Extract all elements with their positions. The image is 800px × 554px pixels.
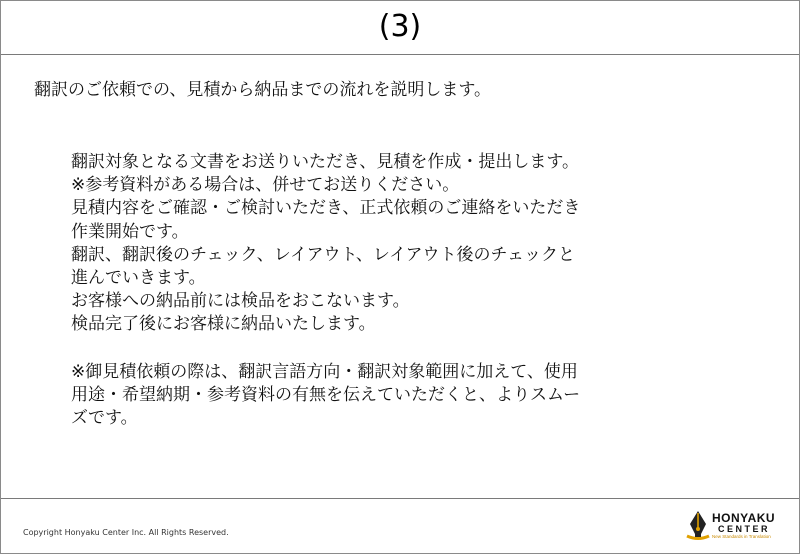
logo-subname: CENTER <box>718 524 771 534</box>
intro-text: 翻訳のご依頼での、見積から納品までの流れを説明します。 <box>34 80 491 100</box>
body-text <box>71 151 711 430</box>
logo-name: HONYAKU <box>712 511 776 525</box>
copyright-text: Copyright Honyaku Center Inc. All Rights Reserved. <box>23 528 229 537</box>
logo-tagline: New Standards in Translation <box>712 534 771 539</box>
note-paragraph: ※御見積依頼の際は、翻訳言語方向・翻訳対象範囲に加えて、使用 用途・希望納期・参考資料の有無を伝えていただくと、よりスムー ズです。 <box>71 361 581 429</box>
footer-divider <box>1 498 799 499</box>
workflow-paragraph: 翻訳対象となる文書をお送りいただき、見積を作成・提出します。 ※参考資料がある場合は、併せてお送りください。 見積内容をご確認・ご検討いただき、正式依頼のご連絡をいただき 作業開始です。 翻訳、翻訳後のチェック、レイアウト、レイアウト後のチェックと 進んでいきます。 お客様への納品前には検品をおこないます。 検品完了後にお客様に納品いたします。 <box>71 152 581 335</box>
pen-nib-icon <box>685 510 711 544</box>
header-divider <box>1 54 799 55</box>
slide-title: (3) <box>378 9 422 44</box>
honyaku-center-logo <box>685 509 785 545</box>
